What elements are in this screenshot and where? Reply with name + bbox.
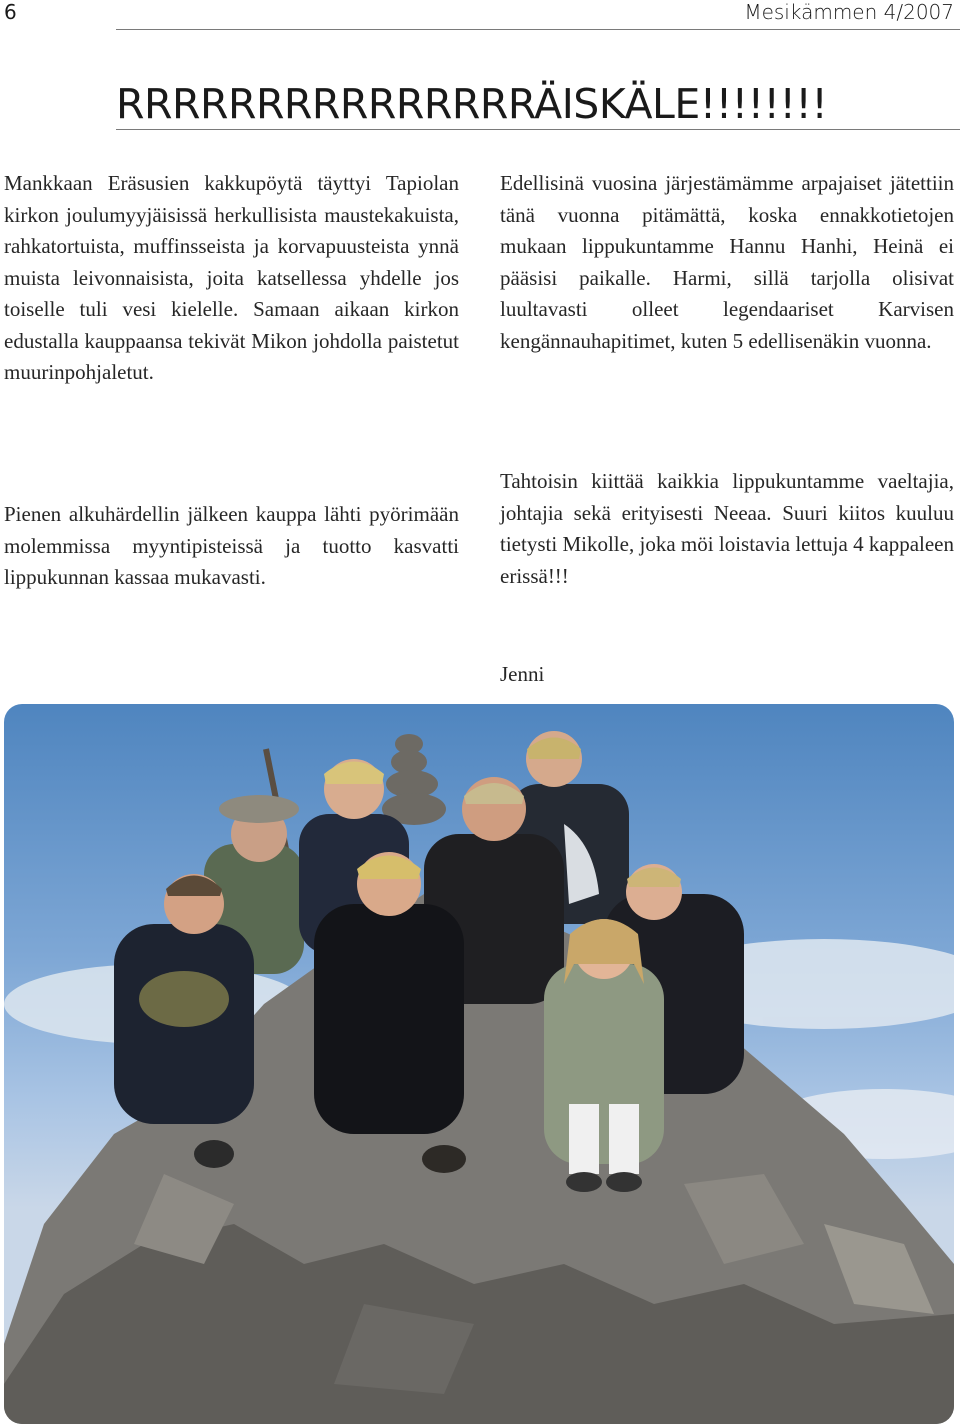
right-paragraph-1: Edellisinä vuosina järjestämämme arpajaiset jätettiin tänä vuonna pitämättä, koska ennakkotietojen mukaan lippukuntamme Hannu Hanhi, Heinä ei pääsisi paikalle. Harmi, sillä tarjolla olisivat luultavasti olleet legendaariset Karvisen kengännauhapitimet, kuten 5 edellisenäkin vuonna. [500,171,954,353]
page-number: 6 [4,0,17,24]
issue-label: Mesikämmen 4/2007 [744,0,954,24]
group-photo [4,704,954,1424]
left-paragraph-2: Pienen alkuhärdellin jälkeen kauppa lähti pyörimään molemmissa myyntipisteissä ja tuotto kasvatti lippukunnan kassaa mukavasti. [4,502,459,589]
header-rule [116,29,960,30]
right-paragraph-2: Tahtoisin kiittää kaikkia lippukuntamme vaeltajia, johtajia sekä erityisesti Neeaa. Suuri kiitos kuuluu tietysti Mikolle, joka möi loistavia lettuja 4 kappaleen erissä!!! [500,469,954,588]
title-rule [116,129,960,130]
article-title: RRRRRRRRRRRRRRRÄISKÄLE!!!!!!!! [116,80,828,128]
left-paragraph-1: Mankkaan Eräsusien kakkupöytä täyttyi Tapiolan kirkon joulumyyjäisissä herkullisista maustekakuista, rahkatortuista, muffinsseista ja korvapuusteista ynnä muista leivonnaisista, joita katsellessa yhdelle jos toiselle tuli vesi kielelle. Samaan aikaan kirkon edustalla kauppaansa tekivät Mikon johdolla paistetut muurinpohjaletut. [4,171,459,384]
signature: Jenni [500,662,545,686]
cairn [382,734,446,825]
